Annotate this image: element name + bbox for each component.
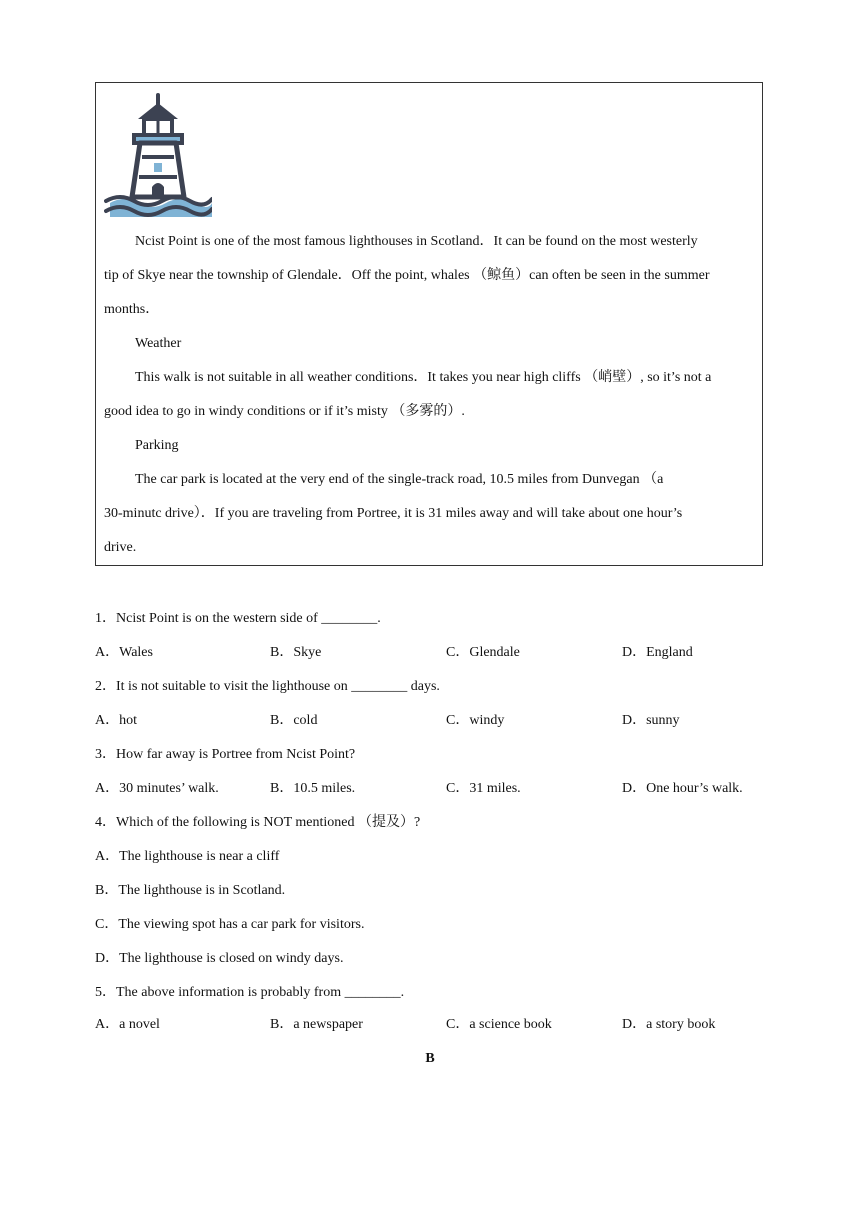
option-3b[interactable]: B．10.5 miles.: [270, 781, 356, 796]
parking-heading: Parking: [135, 438, 179, 453]
question-5: 5．The above information is probably from ________.: [95, 985, 405, 1000]
weather-heading: Weather: [135, 336, 182, 351]
option-1c[interactable]: C．Glendale: [446, 645, 520, 660]
option-5c[interactable]: C．a science book: [446, 1017, 552, 1032]
option-5d[interactable]: D．a story book: [622, 1017, 716, 1032]
parking-line-3: drive.: [104, 540, 137, 555]
option-1d[interactable]: D．England: [622, 645, 693, 660]
option-5a[interactable]: A．a novel: [95, 1017, 160, 1032]
question-4: 4．Which of the following is NOT mentioned （提及）?: [95, 815, 421, 830]
weather-line-2: good idea to go in windy conditions or if it’s misty （多雾的）.: [104, 404, 465, 419]
question-2-options: [95, 711, 775, 731]
intro-line-2: tip of Skye near the township of Glendale．Off the point, whales （鲸鱼）can often be seen in the summer: [104, 268, 710, 283]
option-2d[interactable]: D．sunny: [622, 713, 680, 728]
weather-line-1: This walk is not suitable in all weather conditions．It takes you near high cliffs （峭壁）, so it’s not a: [135, 370, 712, 385]
option-1b[interactable]: B．Skye: [270, 645, 322, 660]
intro-line-1: Ncist Point is one of the most famous lighthouses in Scotland．It can be found on the most westerly: [135, 234, 698, 249]
intro-line-3: months．: [104, 302, 160, 317]
option-1a[interactable]: A．Wales: [95, 645, 153, 660]
option-4d[interactable]: D．The lighthouse is closed on windy days.: [95, 951, 344, 966]
parking-line-2: 30-minutc drive）．If you are traveling from Portree, it is 31 miles away and will take about one hour’s: [104, 506, 683, 521]
question-2: 2．It is not suitable to visit the lighthouse on ________ days.: [95, 679, 440, 694]
option-4b[interactable]: B．The lighthouse is in Scotland.: [95, 883, 286, 898]
option-2c[interactable]: C．windy: [446, 713, 505, 728]
question-1-options: [95, 643, 775, 663]
question-1: 1．Ncist Point is on the western side of ________.: [95, 611, 381, 626]
option-3d[interactable]: D．One hour’s walk.: [622, 781, 743, 796]
section-label: B: [425, 1051, 435, 1066]
option-2b[interactable]: B．cold: [270, 713, 318, 728]
option-3a[interactable]: A．30 minutes’ walk.: [95, 781, 219, 796]
option-5b[interactable]: B．a newspaper: [270, 1017, 363, 1032]
option-3c[interactable]: C．31 miles.: [446, 781, 521, 796]
passage-box: [95, 82, 763, 566]
option-2a[interactable]: A．hot: [95, 713, 137, 728]
option-4c[interactable]: C．The viewing spot has a car park for visitors.: [95, 917, 365, 932]
parking-line-1: The car park is located at the very end of the single-track road, 10.5 miles from Dunvegan （a: [135, 472, 664, 487]
lighthouse-icon: [104, 93, 212, 219]
question-5-options: [95, 1015, 775, 1035]
question-3: 3．How far away is Portree from Ncist Point?: [95, 747, 356, 762]
option-4a[interactable]: A．The lighthouse is near a cliff: [95, 849, 280, 864]
question-3-options: [95, 779, 775, 799]
